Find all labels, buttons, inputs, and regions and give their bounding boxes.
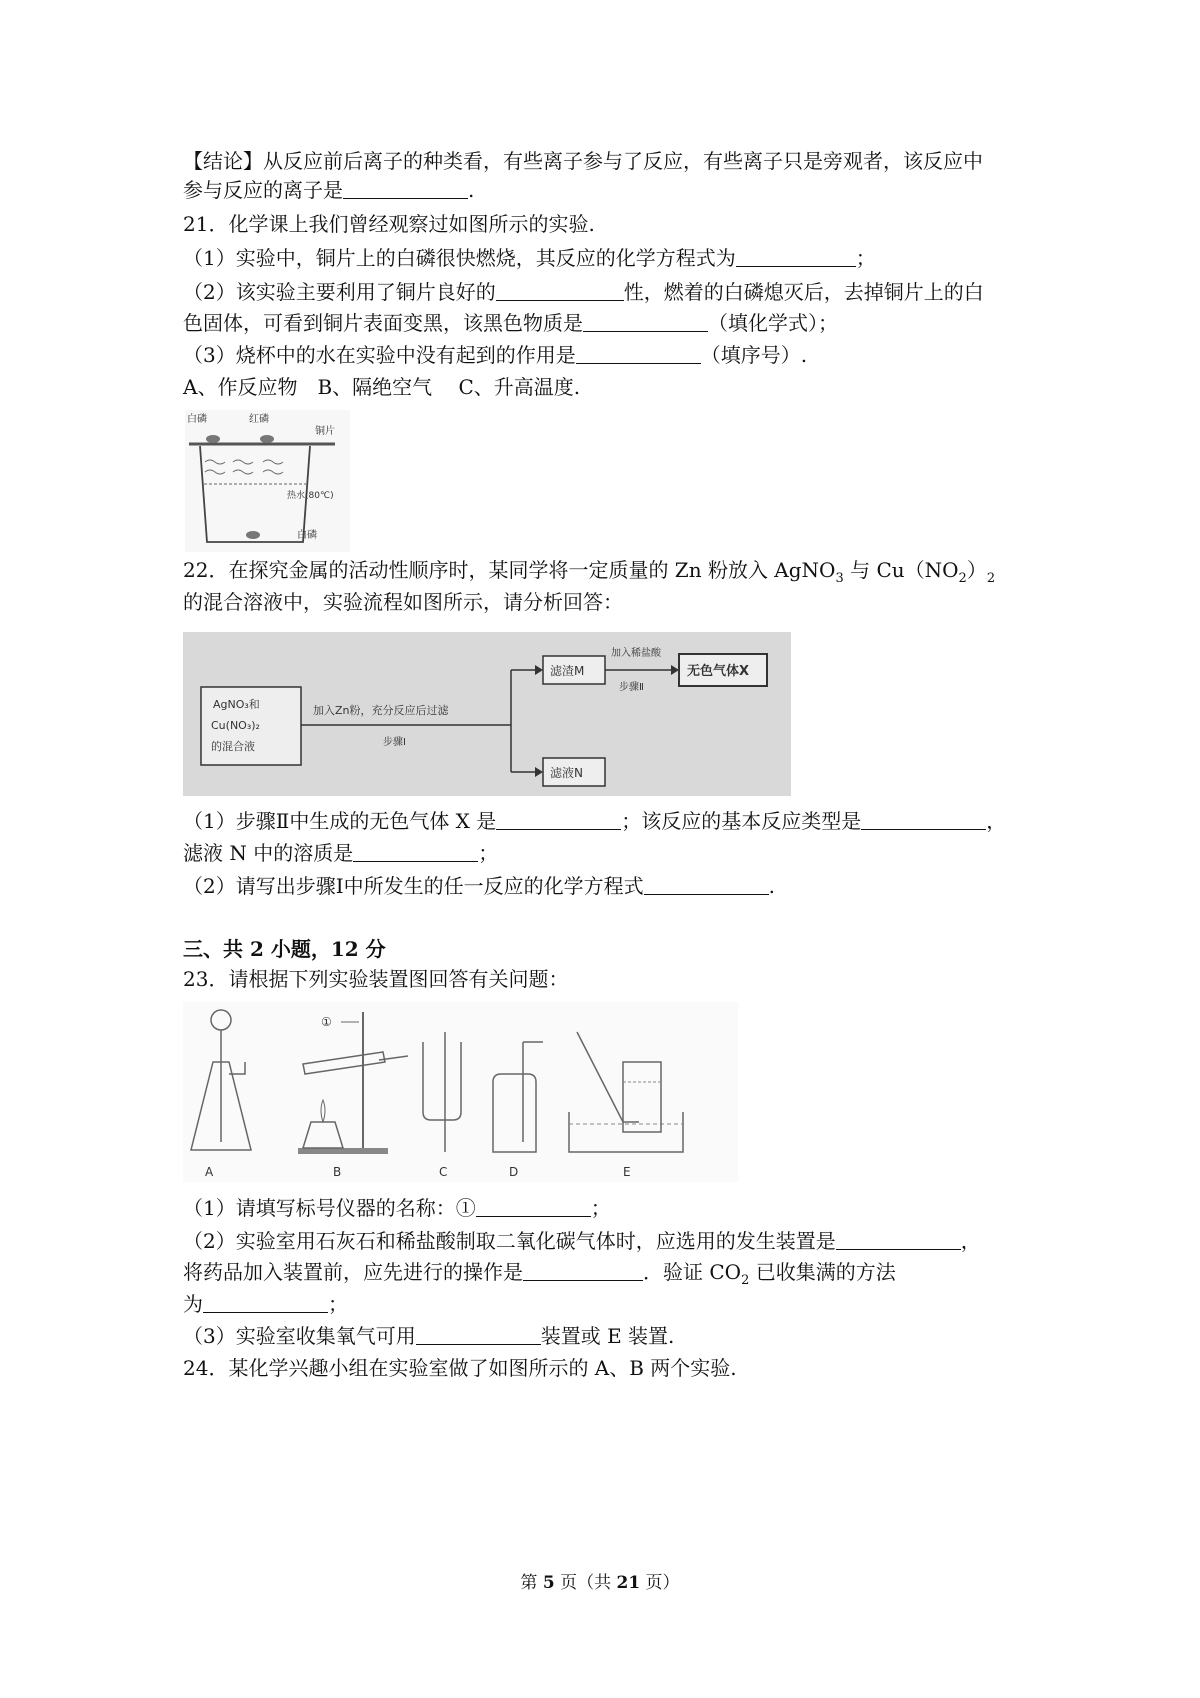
subscript: 2 [741,1273,750,1288]
question-text: （2）请写出步骤Ⅰ中所发生的任一反应的化学方程式 [183,874,644,898]
gas-x-label: 无色气体X [687,664,750,679]
beaker-figure [185,410,350,552]
question-text: 性，燃着的白磷熄灭后，去掉铜片上的白 [623,280,984,304]
q23-part-3 [183,1323,674,1349]
answer-blank[interactable] [576,343,701,364]
iron-stand-base [298,1148,388,1154]
answer-blank[interactable] [836,1229,961,1250]
circle-one-label: ① [321,1015,332,1029]
label-b: B [333,1165,342,1179]
answer-blank[interactable] [861,809,986,830]
q21-part-2 [183,279,984,305]
punctuation: ， [960,1229,981,1253]
box-left-line-2: Cu(NO₃)₂ [211,719,260,732]
answer-blank[interactable] [416,1324,541,1345]
punctuation: ； [328,1292,348,1316]
white-phosphorus-on-copper [206,435,220,443]
footer-text: 页（共 [554,1573,617,1593]
q21-part-1 [183,245,876,271]
question-stem: 21．化学课上我们曾经观察过如图所示的实验. [183,212,595,236]
question-text: ） [966,558,987,582]
question-text: （1）步骤Ⅱ中生成的无色气体 X 是 [183,809,497,833]
q23-part-1 [183,1195,611,1221]
page-footer [0,1568,1200,1593]
q22-part-1-cont [183,840,498,866]
conclusion-line-2 [183,177,474,203]
residue-m-label: 滤渣M [550,664,585,678]
answer-blank[interactable] [583,311,708,332]
flow-chart-figure [183,632,791,796]
label-hot-water: 热水(80℃) [287,491,334,501]
label-c: C [439,1165,448,1179]
punctuation: ； [855,246,876,270]
answer-blank[interactable] [736,246,856,267]
question-text: （2）实验室用石灰石和稀盐酸制取二氧化碳气体时，应选用的发生装置是 [183,1229,836,1253]
subscript: 3 [835,571,844,586]
box-left-line-1: AgNO₃和 [213,698,260,711]
answer-blank[interactable] [496,809,621,830]
q22-part-1 [183,808,1006,834]
page-number: 5 [542,1573,555,1593]
label-white-phosphorus-bottom: 白磷 [297,530,317,541]
question-text: （3）实验室收集氧气可用 [183,1324,416,1348]
question-text: 已收集满的方法 [749,1260,896,1284]
subscript: 2 [958,571,967,586]
answer-blank[interactable] [644,874,769,895]
red-phosphorus [260,435,274,443]
step2-label-top: 加入稀盐酸 [611,648,661,659]
label-white-phosphorus: 白磷 [187,414,207,425]
question-text: ；该反应的基本反应类型是 [621,809,862,833]
filtrate-n-label: 滤液N [550,766,583,780]
label-red-phosphorus: 红磷 [249,414,269,425]
question-text: 滤液 N 中的溶质是 [183,841,354,865]
apparatus-figure [183,1002,738,1182]
answer-blank[interactable] [476,1196,591,1217]
footer-text: 第 [520,1573,543,1593]
label-copper: 铜片 [315,426,335,437]
question-text: ．验证 CO [643,1260,742,1284]
punctuation: ； [590,1196,611,1220]
answer-blank[interactable] [343,178,468,199]
question-stem: 23．请根据下列实验装置图回答有关问题： [183,967,569,991]
q21-options [183,374,580,400]
section-heading: 三、共 2 小题，12 分 [183,937,386,961]
q23-stem [183,966,568,992]
question-text: 色固体，可看到铜片表面变黑，该黑色物质是 [183,311,583,335]
question-text: 为 [183,1292,203,1316]
answer-blank[interactable] [353,841,478,862]
answer-blank[interactable] [496,280,624,301]
q22-stem-line-2 [183,589,623,615]
box-left-line-3: 的混合液 [211,740,255,753]
label-d: D [509,1165,519,1179]
punctuation: . [468,178,475,202]
step2-label-bottom: 步骤Ⅱ [619,682,644,693]
q24-stem [183,1355,737,1381]
q23-part-2-cont-2 [183,1291,348,1317]
question-text: 22．在探究金属的活动性顺序时，某同学将一定质量的 Zn 粉放入 AgNO [183,558,836,582]
punctuation: ； [478,841,499,865]
question-text: 装置或 E 装置. [540,1324,675,1348]
question-text: 与 Cu（NO [843,558,959,582]
q21-part-3 [183,342,807,368]
label-a: A [205,1165,214,1179]
punctuation: . [768,874,775,898]
conclusion-text: 【结论】从反应前后离子的种类看，有些离子参与了反应，有些离子只是旁观者，该反应中 [183,149,983,173]
q22-part-2 [183,873,775,899]
question-text: 将药品加入装置前，应先进行的操作是 [183,1260,523,1284]
question-text: 的混合溶液中，实验流程如图所示，请分析回答： [183,590,623,614]
answer-blank[interactable] [203,1292,328,1313]
question-text: （3）烧杯中的水在实验中没有起到的作用是 [183,343,576,367]
footer-text: 页） [640,1573,680,1593]
step1-label-top: 加入Zn粉，充分反应后过滤 [313,704,449,717]
section-3-title [183,936,386,962]
q21-stem [183,211,595,237]
question-text: （填化学式）； [708,311,838,335]
subscript: 2 [986,571,996,586]
step1-label-bottom: 步骤Ⅰ [383,737,406,748]
conclusion-prompt: 参与反应的离子是 [183,178,343,202]
question-text: （1）请填写标号仪器的名称：① [183,1196,476,1220]
label-e: E [623,1165,631,1179]
total-pages: 21 [616,1573,641,1593]
q21-part-2-cont [183,310,838,336]
question-stem: 24．某化学兴趣小组在实验室做了如图所示的 A、B 两个实验. [183,1356,737,1380]
punctuation: ， [986,809,1007,833]
q23-part-2-cont [183,1259,896,1288]
q22-stem [183,557,996,586]
answer-blank[interactable] [523,1260,643,1281]
conclusion-line-1 [183,148,983,174]
q23-part-2 [183,1228,981,1254]
question-text: （1）实验中，铜片上的白磷很快燃烧，其反应的化学方程式为 [183,246,736,270]
question-text: （填序号）. [700,343,808,367]
answer-options: A、作反应物 B、隔绝空气 C、升高温度. [183,375,581,399]
white-phosphorus-underwater [246,531,260,539]
question-text: （2）该实验主要利用了铜片良好的 [183,280,496,304]
